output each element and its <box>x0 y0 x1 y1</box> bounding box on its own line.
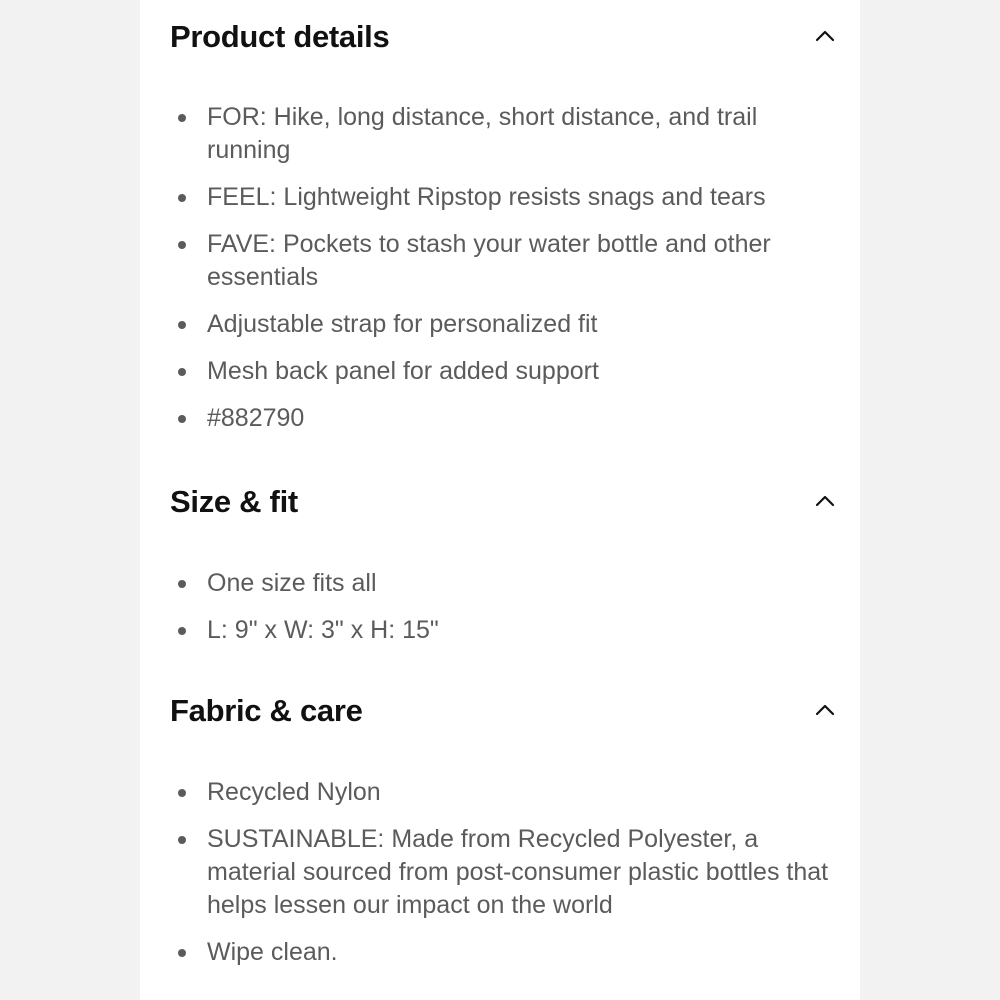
product-details-list <box>170 101 836 449</box>
list-item <box>170 355 836 388</box>
list-item-text: L: 9" x W: 3" x H: 15" <box>207 616 439 644</box>
section-size-fit <box>170 482 836 644</box>
list-item <box>170 228 836 294</box>
bullet-icon <box>178 241 186 249</box>
bullet-icon <box>178 789 186 797</box>
list-item-text: Wipe clean. <box>207 938 338 966</box>
bullet-icon <box>178 194 186 202</box>
bullet-icon <box>178 368 186 376</box>
list-item <box>170 181 836 214</box>
list-item-text: #882790 <box>207 404 305 432</box>
chevron-up-icon[interactable] <box>814 699 836 721</box>
list-item-text: Recycled Nylon <box>207 778 381 806</box>
product-details-header[interactable] <box>170 17 836 57</box>
bullet-icon <box>178 415 186 423</box>
bullet-icon <box>178 580 186 588</box>
bullet-icon <box>178 949 186 957</box>
product-info-panel <box>140 0 860 1000</box>
list-item <box>170 614 836 647</box>
section-product-details <box>170 17 836 432</box>
fabric-care-title: Fabric & care <box>170 693 363 728</box>
list-item-text: Mesh back panel for added support <box>207 357 599 385</box>
section-fabric-care <box>170 691 836 966</box>
size-fit-title: Size & fit <box>170 484 298 519</box>
list-item <box>170 101 836 167</box>
list-item-text: FAVE: Pockets to stash your water bottle and other essentials <box>207 230 771 291</box>
list-item <box>170 776 836 809</box>
list-item <box>170 567 836 600</box>
fabric-care-header[interactable] <box>170 691 836 731</box>
size-fit-header[interactable] <box>170 482 836 522</box>
bullet-icon <box>178 627 186 635</box>
list-item-text: Adjustable strap for personalized fit <box>207 310 598 338</box>
bullet-icon <box>178 836 186 844</box>
list-item-text: FEEL: Lightweight Ripstop resists snags and tears <box>207 183 766 211</box>
bullet-icon <box>178 321 186 329</box>
list-item-text: FOR: Hike, long distance, short distance, and trail running <box>207 103 758 164</box>
list-item <box>170 823 836 922</box>
product-details-title: Product details <box>170 19 390 54</box>
bullet-icon <box>178 114 186 122</box>
size-fit-list <box>170 567 836 661</box>
chevron-up-icon[interactable] <box>814 25 836 47</box>
chevron-up-icon[interactable] <box>814 490 836 512</box>
list-item <box>170 936 836 969</box>
fabric-care-list <box>170 776 836 983</box>
list-item <box>170 402 836 435</box>
list-item-text: One size fits all <box>207 569 377 597</box>
list-item-text: SUSTAINABLE: Made from Recycled Polyester, a material sourced from post-consumer plastic bottles that helps lessen our impact on the world <box>207 825 829 919</box>
list-item <box>170 308 836 341</box>
